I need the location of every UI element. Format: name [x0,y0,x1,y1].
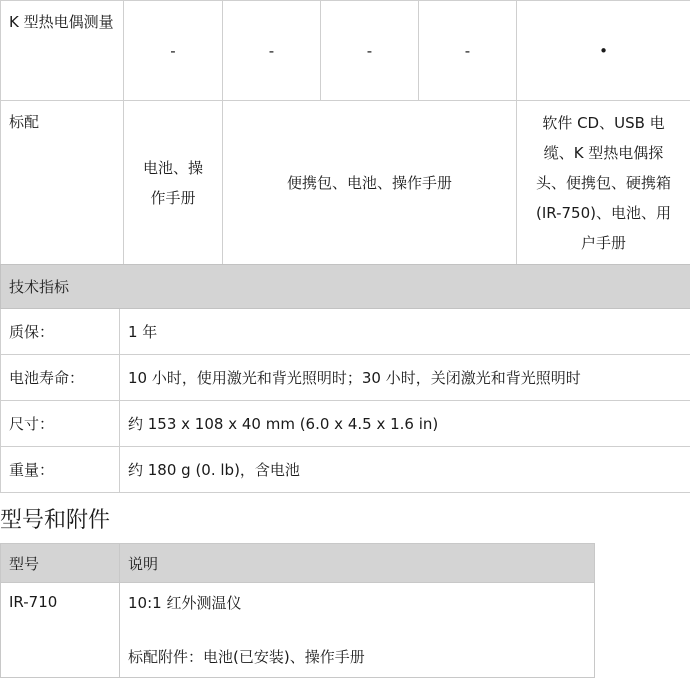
standard-value: 便携包、电池、操作手册 [223,101,517,265]
spec-table [0,264,690,493]
thermocouple-label: K 型热电偶测量 [1,1,124,101]
spec-label: 质保： [1,309,120,355]
spec-value: 约 180 g (0. lb)，含电池 [120,447,690,493]
models-section-heading: 型号和附件 [0,508,111,533]
thermocouple-value: - [321,1,419,101]
spec-section-title: 技术指标 [1,265,690,309]
standard-value [124,101,223,265]
spec-label: 电池寿命： [1,355,120,401]
spec-value: 10 小时，使用激光和背光照明时；30 小时，关闭激光和背光照明时 [120,355,690,401]
thermocouple-value: - [223,1,321,101]
comparison-table [0,0,690,265]
thermocouple-row [1,1,690,101]
spec-value: 约 153 x 108 x 40 mm (6.0 x 4.5 x 1.6 in) [120,401,690,447]
standard-accessories-row [1,101,690,265]
thermocouple-value: • [517,1,690,101]
model-description [120,583,595,678]
model-accessories-line: 标配附件：电池(已安装)、操作手册 [128,648,365,666]
spec-label: 重量： [1,447,120,493]
standard-value-text: 电池、操作手册 [142,158,203,207]
spec-value: 1 年 [120,309,690,355]
header-model: 型号 [1,544,120,583]
spec-row [1,355,690,401]
model-description-line: 10:1 红外测温仪 [128,594,242,612]
model-code: IR-710 [1,583,120,678]
thermocouple-value: - [419,1,517,101]
header-description: 说明 [120,544,595,583]
models-table [0,543,595,678]
thermocouple-value: - [124,1,223,101]
spec-row [1,447,690,493]
spec-label: 尺寸： [1,401,120,447]
model-row [1,583,595,678]
standard-label: 标配 [1,101,124,265]
standard-value: 软件 CD、USB 电缆、K 型热电偶探头、便携包、硬携箱 (IR-750)、电池、用户手册 [517,101,690,265]
spec-row [1,401,690,447]
models-header-row [1,544,595,583]
spec-row [1,309,690,355]
